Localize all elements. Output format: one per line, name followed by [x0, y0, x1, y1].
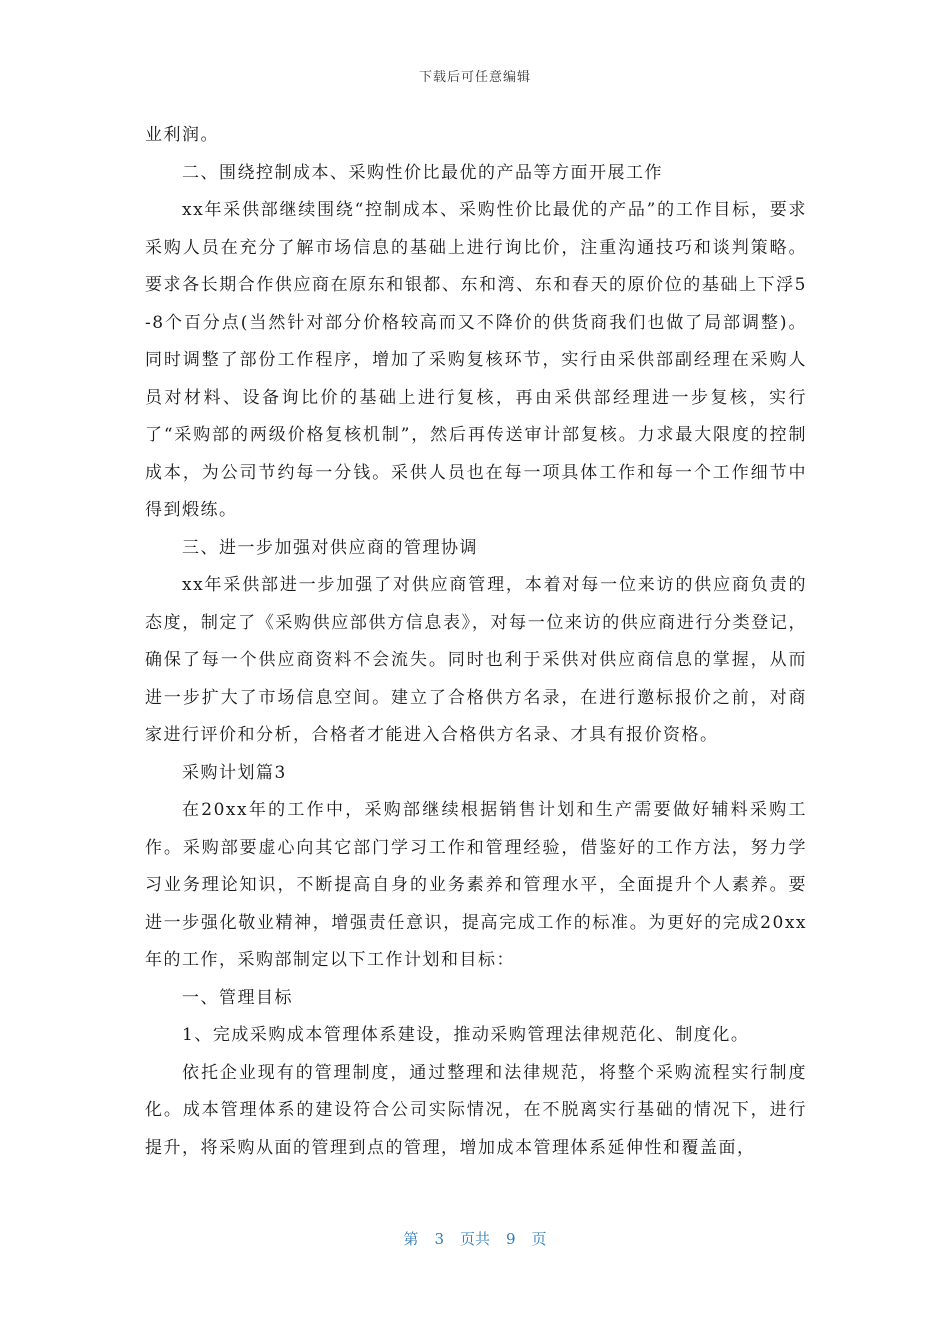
- footer-prefix: 第: [403, 1230, 419, 1248]
- footer-suffix: 页: [531, 1230, 547, 1248]
- page-footer: [0, 1228, 950, 1249]
- paragraph-7: 在20xx年的工作中，采购部继续根据销售计划和生产需要做好辅料采购工作。采购部要虚心向其它部门学习工作和管理经验，借鉴好的工作方法，努力学习业务理论知识，不断提高自身的业务素养和管理水平，全面提升个人素养。要进一步强化敬业精神，增强责任意识，提高完成工作的标准。为更好的完成20xx年的工作，采购部制定以下工作计划和目标：: [145, 800, 807, 970]
- footer-total-pages: 9: [506, 1230, 516, 1248]
- paragraph-5: xx年采供部进一步加强了对供应商管理，本着对每一位来访的供应商负责的态度，制定了《采购供应部供方信息表》，对每一位来访的供应商进行分类登记，确保了每一个供应商资料不会流失。同时也利于采供对供应商信息的掌握，从而进一步扩大了市场信息空间。建立了合格供方名录，在进行邀标报价之前，对商家进行评价和分析，合格者才能进入合格供方名录、才具有报价资格。: [145, 575, 807, 745]
- footer-middle: 页共: [459, 1230, 490, 1248]
- paragraph-4: 三、进一步加强对供应商的管理协调: [182, 537, 478, 558]
- paragraph-9: 1、完成采购成本管理体系建设，推动采购管理法律规范化、制度化。: [182, 1025, 750, 1045]
- paragraph-8: 一、管理目标: [182, 987, 293, 1008]
- paragraph-2: 二、围绕控制成本、采购性价比最优的产品等方面开展工作: [182, 162, 663, 183]
- paragraph-1: 业利润。: [145, 125, 219, 145]
- paragraph-3: xx年采供部继续围绕“控制成本、采购性价比最优的产品”的工作目标，要求采购人员在充分了解市场信息的基础上进行询比价，注重沟通技巧和谈判策略。要求各长期合作供应商在原东和银都、东和湾、东和春天的原价位的基础上下浮5-8个百分点(当然针对部分价格较高而又不降价的供货商我们也做了局部调整)。同时调整了部份工作程序，增加了采购复核环节，实行由采供部副经理在采购人员对材料、设备询比价的基础上进行复核，再由采供部经理进一步复核，实行了“采购部的两级价格复核机制”，然后再传送审计部复核。力求最大限度的控制成本，为公司节约每一分钱。采供人员也在每一项具体工作和每一个工作细节中得到煅练。: [145, 200, 807, 520]
- page-header-note: 下载后可任意编辑: [418, 70, 531, 85]
- paragraph-10: 依托企业现有的管理制度，通过整理和法律规范，将整个采购流程实行制度化。成本管理体系的建设符合公司实际情况，在不脱离实行基础的情况下，进行提升，将采购从面的管理到点的管理，增加成本管理体系延伸性和覆盖面，: [145, 1062, 807, 1158]
- document-body: [145, 117, 807, 1167]
- paragraph-6: 采购计划篇3: [182, 762, 287, 783]
- footer-current-page: 3: [434, 1230, 444, 1248]
